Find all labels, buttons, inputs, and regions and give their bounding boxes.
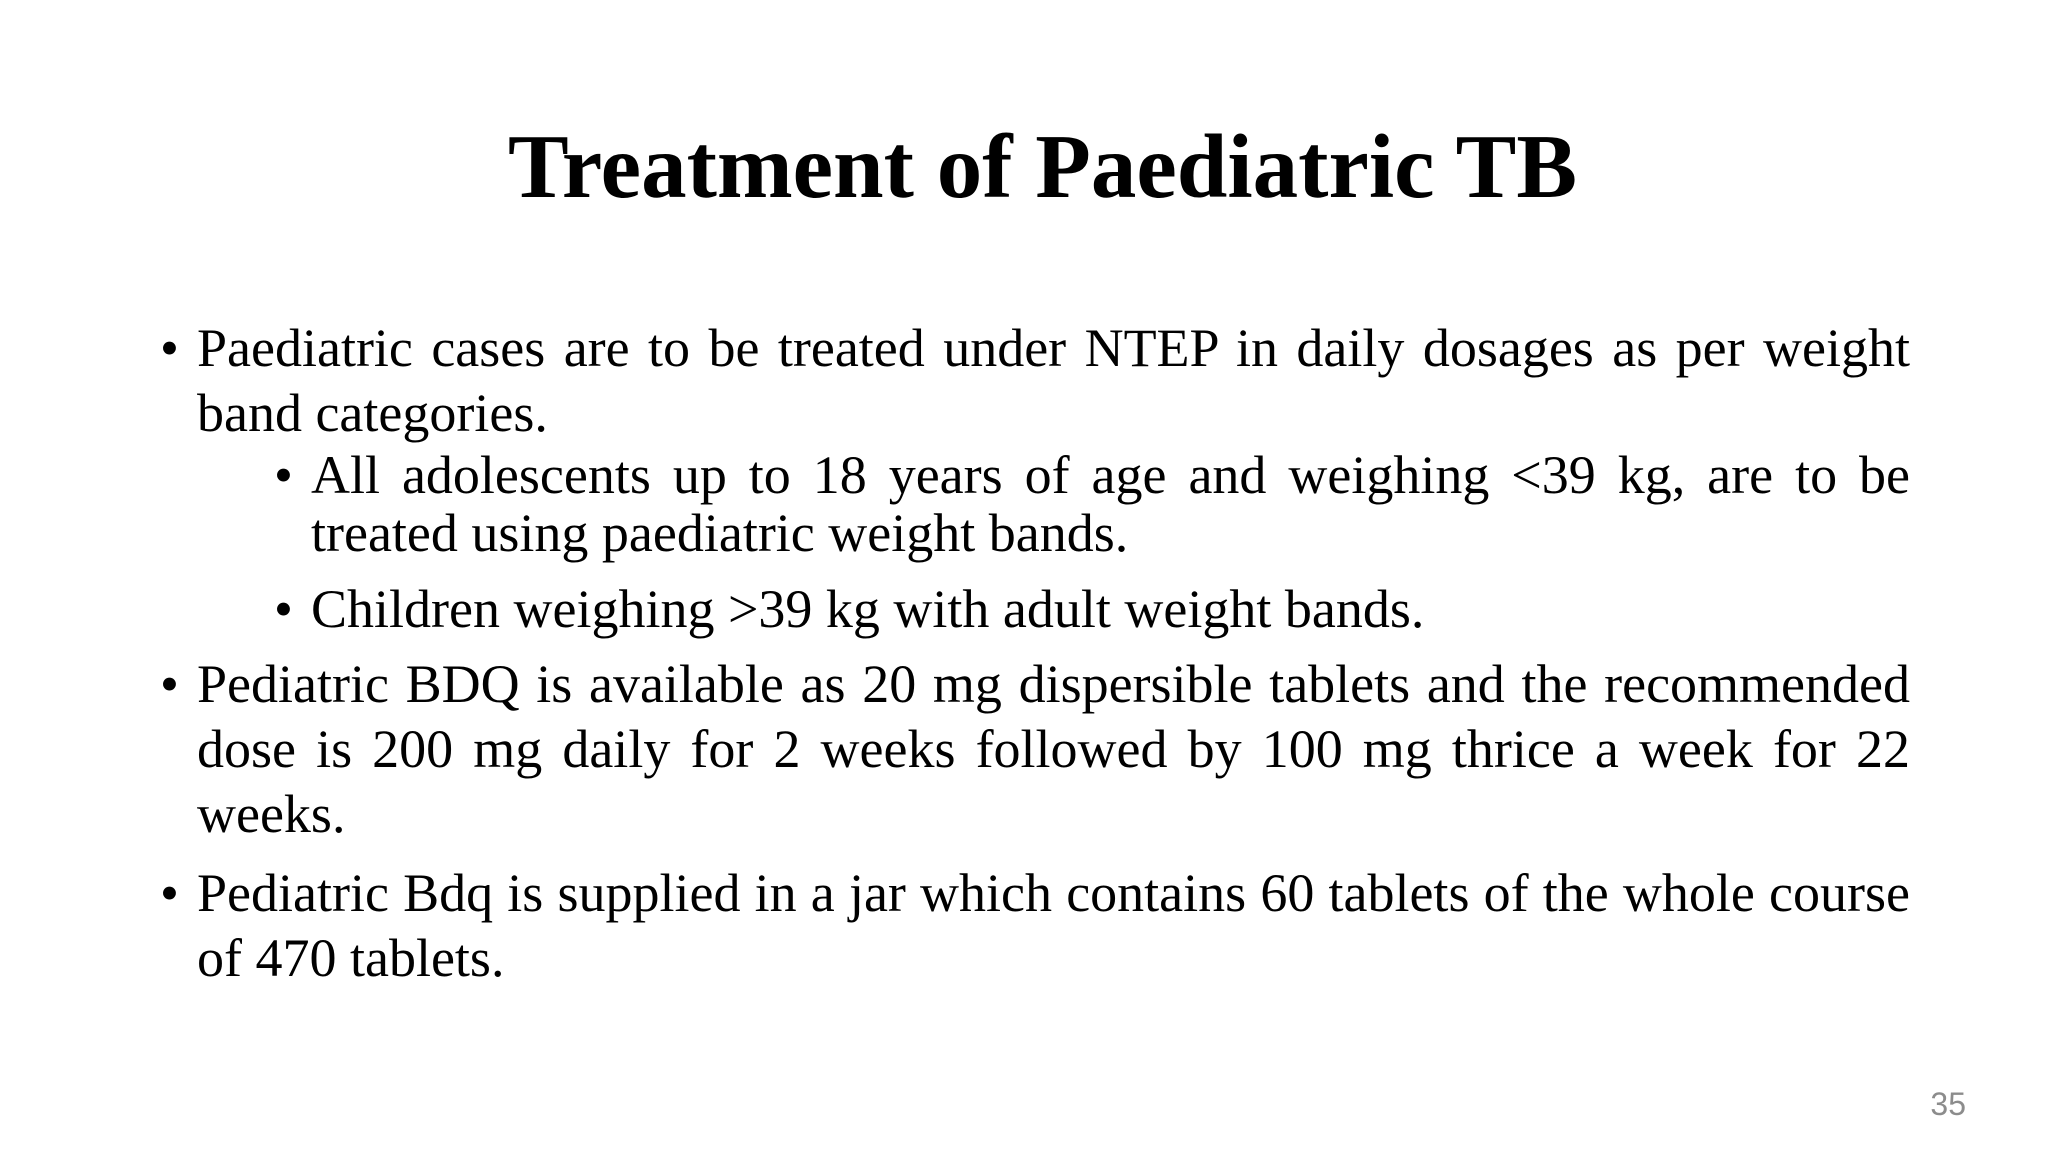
sub-bullet-item (274, 446, 1910, 562)
bullet-item (160, 316, 1910, 638)
sub-bullet-text: Children weighing >39 kg with adult weight bands. (311, 579, 1425, 639)
sub-bullet-item (274, 580, 1910, 638)
slide-title: Treatment of Paediatric TB (507, 116, 1578, 217)
bullet-text: Pediatric BDQ is available as 20 mg dispersible tablets and the recommended dose is 200 mg daily for 2 weeks followed by 100 mg thrice a week for 22 weeks. (197, 654, 1910, 844)
sub-bullet-text: All adolescents up to 18 years of age and weighing <39 kg, are to be treated using paediatric weight bands. (311, 445, 1910, 563)
bullet-item (160, 652, 1910, 847)
page-number: 35 (1930, 1086, 1966, 1122)
bullet-text: Paediatric cases are to be treated under NTEP in daily dosages as per weight band categories. (197, 318, 1910, 443)
bullet-item (160, 861, 1910, 991)
sub-bullet-list (197, 446, 1910, 638)
bullet-list (160, 316, 1910, 991)
bullet-text: Pediatric Bdq is supplied in a jar which contains 60 tablets of the whole course of 470 tablets. (197, 863, 1910, 988)
